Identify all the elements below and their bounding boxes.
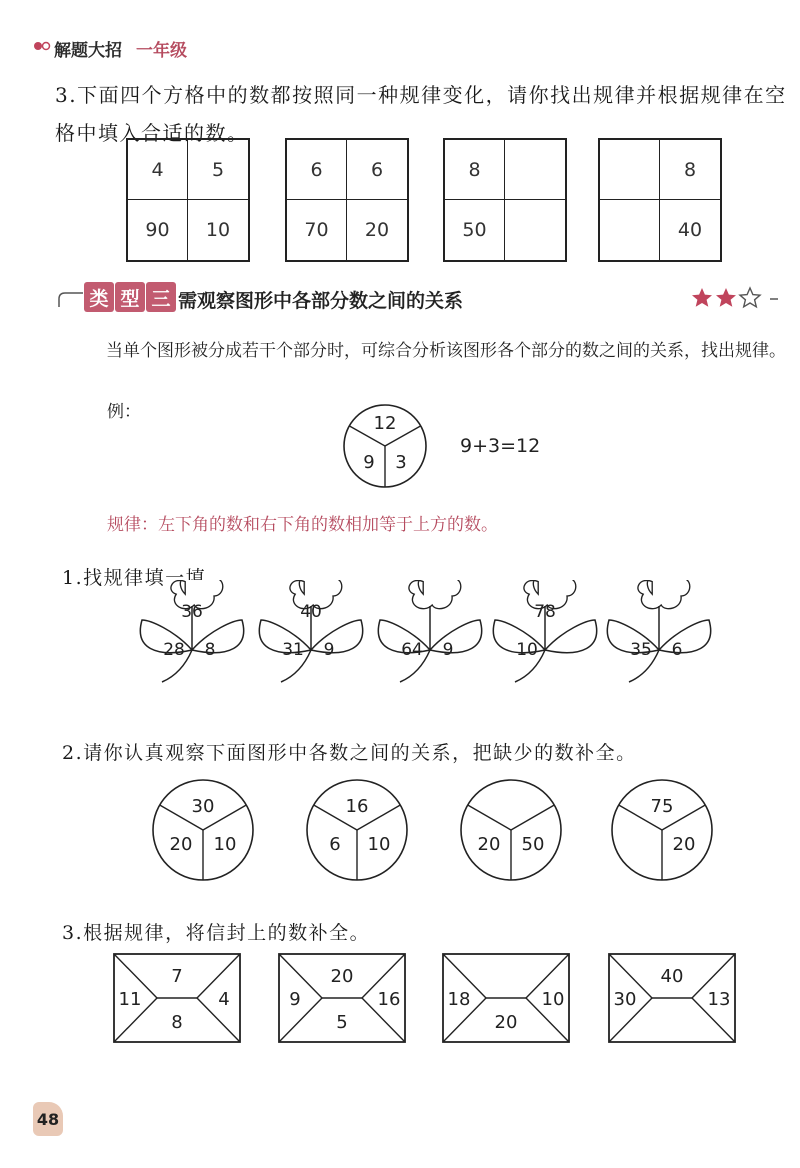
number-grid	[598, 138, 722, 262]
flower-right-number: 8	[204, 640, 216, 660]
book-title: 解题大招	[54, 41, 122, 61]
grid-cell-blank[interactable]	[600, 140, 660, 200]
envelope-bottom-number: 20	[494, 1012, 518, 1033]
number-circle	[461, 780, 561, 880]
top-question-text: 3.下面四个方格中的数都按照同一种规律变化，请你找出规律并根据规律在空格中填入合适的数。	[55, 83, 787, 145]
envelope-right-number: 10	[541, 989, 565, 1010]
envelope-left-number: 30	[613, 989, 637, 1010]
number-circle	[612, 780, 712, 880]
q3-title: 3.根据规律，将信封上的数补全。	[62, 922, 371, 944]
circle-right-number: 20	[672, 834, 696, 855]
envelopes-row	[0, 950, 800, 1050]
circle-top-number: 16	[345, 796, 369, 817]
example-top-number: 12	[373, 413, 397, 434]
number-envelope	[443, 954, 569, 1042]
star-filled-icon	[692, 288, 712, 307]
section-bracket-icon	[57, 287, 85, 309]
flowers-row	[0, 580, 800, 690]
section-badge-char: 类	[84, 282, 114, 312]
page-header	[54, 36, 187, 61]
example-left-number: 9	[363, 452, 375, 473]
grid-cell: 20	[364, 219, 390, 241]
q2-title: 2.请你认真观察下面图形中各数之间的关系，把缺少的数补全。	[62, 742, 637, 764]
number-circle	[153, 780, 253, 880]
envelope-left-number: 9	[289, 989, 301, 1010]
circle-left-number: 20	[477, 834, 501, 855]
circle-right-number: 50	[521, 834, 545, 855]
envelope-bottom-number: 5	[336, 1012, 348, 1033]
grid-cell: 6	[347, 140, 407, 200]
number-envelope	[609, 954, 735, 1042]
number-grid	[285, 138, 409, 262]
flower	[607, 580, 710, 682]
envelope-top-number: 20	[330, 966, 354, 987]
page-number: 48	[33, 1102, 63, 1136]
flower	[140, 580, 243, 682]
envelope-bottom-number: 8	[171, 1012, 183, 1033]
grid-cell: 6	[287, 140, 347, 200]
circle-right-number: 10	[367, 834, 391, 855]
grid-cell: 10	[205, 219, 231, 241]
flower-top-number: 40	[300, 602, 322, 622]
grid-cell: 8	[660, 140, 720, 200]
number-envelope	[114, 954, 240, 1042]
grid-cell: 5	[188, 140, 248, 200]
envelope-right-number: 4	[218, 989, 230, 1010]
circle-right-number: 10	[213, 834, 237, 855]
grid-cell-blank[interactable]	[600, 200, 660, 260]
envelope-left-number: 11	[118, 989, 142, 1010]
section-badge-char: 三	[146, 282, 176, 312]
flower	[378, 580, 481, 682]
flower-right-number: 9	[323, 640, 335, 660]
flower-left-number: 64	[401, 640, 423, 660]
flower-left-number: 10	[516, 640, 538, 660]
section-badge-char: 型	[115, 282, 145, 312]
flower	[493, 580, 596, 682]
envelope-left-number: 18	[447, 989, 471, 1010]
header-bullet-icon	[33, 40, 53, 52]
q1-title: 1.找规律填一填。	[62, 567, 227, 589]
number-circle	[307, 780, 407, 880]
grid-cell: 50	[445, 200, 505, 260]
example-label: 例：	[107, 402, 141, 422]
grid-cell: 8	[445, 140, 505, 200]
flower	[259, 580, 362, 682]
number-grid	[126, 138, 250, 262]
grid-cell: 40	[677, 219, 703, 241]
difficulty-stars-icon	[690, 286, 790, 310]
grid-cell-blank[interactable]	[505, 140, 565, 200]
number-envelope	[279, 954, 405, 1042]
circle-left-number: 6	[329, 834, 341, 855]
star-empty-icon	[740, 288, 760, 307]
section-intro: 当单个图形被分成若干个部分时，可综合分析该图形各个部分的数之间的关系，找出规律。	[106, 341, 786, 361]
flower-left-number: 31	[282, 640, 304, 660]
grid-cell-blank[interactable]	[505, 200, 565, 260]
grade-label: 一年级	[136, 41, 187, 61]
rule-text: 规律：左下角的数和右下角的数相加等于上方的数。	[107, 515, 498, 535]
envelope-top-number: 40	[660, 966, 684, 987]
circle-top-number: 75	[650, 796, 674, 817]
envelope-right-number: 13	[707, 989, 731, 1010]
circles-row	[0, 775, 800, 885]
grid-cell: 70	[287, 200, 347, 260]
circle-left-number: 20	[169, 834, 193, 855]
flower-right-number: 6	[671, 640, 683, 660]
number-grid	[443, 138, 567, 262]
envelope-right-number: 16	[377, 989, 401, 1010]
example-equation: 9+3=12	[460, 435, 541, 457]
flower-left-number: 28	[163, 640, 185, 660]
flower-top-number: 36	[181, 602, 203, 622]
envelope-top-number: 7	[171, 966, 183, 987]
flower-left-number: 35	[630, 640, 652, 660]
example-right-number: 3	[395, 452, 407, 473]
star-filled-icon	[716, 288, 736, 307]
circle-top-number: 30	[191, 796, 215, 817]
flower-right-number: 9	[442, 640, 454, 660]
flower-top-number: 78	[534, 602, 556, 622]
grid-cell: 4	[128, 140, 188, 200]
example-circle	[342, 403, 428, 489]
grid-cell: 90	[128, 200, 188, 260]
section-title: 需观察图形中各部分数之间的关系	[178, 290, 464, 312]
